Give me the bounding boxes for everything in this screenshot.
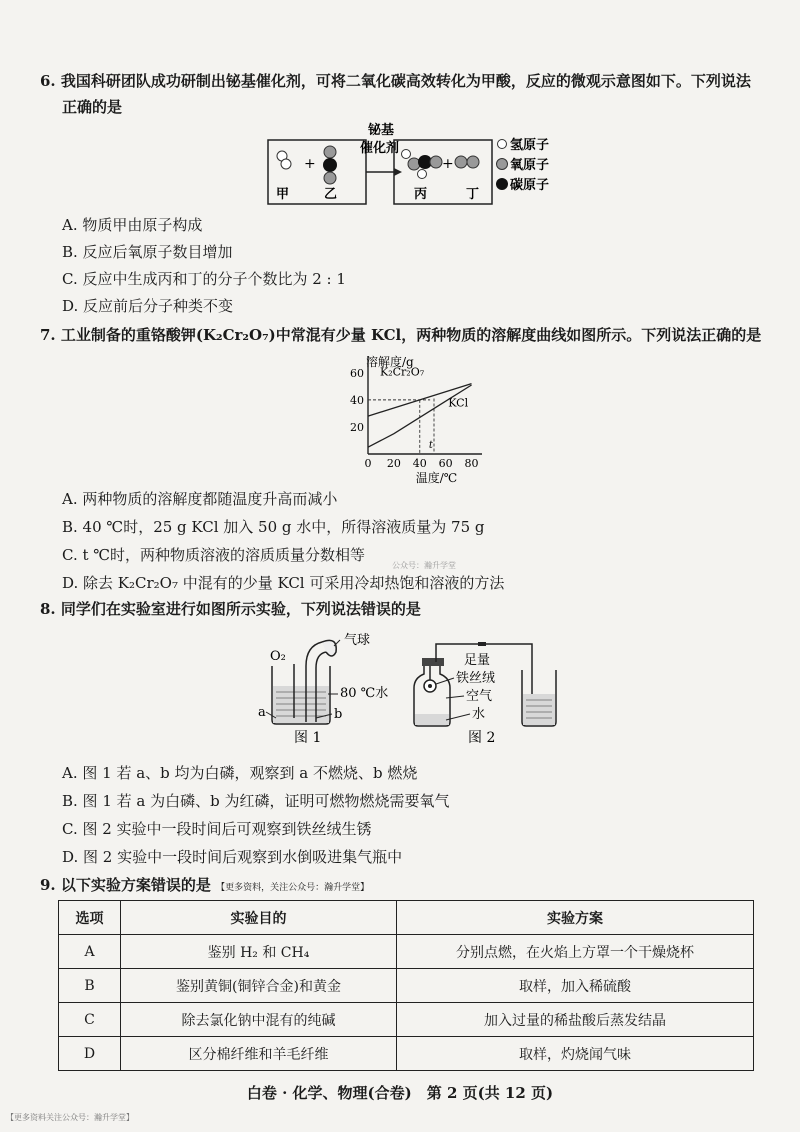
label-yi: 乙 — [324, 187, 338, 202]
legend-carbon: 碳原子 — [510, 178, 550, 193]
fig1-o2: O₂ — [270, 649, 286, 664]
legend-hydrogen: 氢原子 — [510, 138, 550, 153]
corner-watermark: 【更多资料关注公众号：瀚升学堂】 — [6, 1113, 134, 1122]
series-label-k2cr2o7: K₂Cr₂O₇ — [380, 365, 425, 379]
label-jia: 甲 — [276, 187, 290, 202]
q8-experiment-figures — [250, 622, 580, 746]
q8-stem: 8. 同学们在实验室进行如图所示实验，下列说法错误的是 — [40, 600, 421, 618]
table-header-row — [59, 901, 754, 935]
fig2-label-1: 足量 — [464, 653, 491, 668]
q9-stamp: 【更多资料，关注公众号：瀚升学堂】 — [216, 883, 370, 893]
row-c-plan: 加入过量的稀盐酸后蒸发结晶 — [397, 1003, 754, 1037]
q6-reaction-diagram — [262, 122, 562, 208]
row-d-plan: 取样，灼烧闻气味 — [397, 1037, 754, 1071]
x-tick-label: 40 — [412, 457, 427, 470]
solubility-chart — [334, 350, 484, 484]
q6-option-b: B. 反应后氧原子数目增加 — [62, 243, 233, 261]
q8-option-a: A. 图 1 若 a、b 均为白磷，观察到 a 不燃烧、b 燃烧 — [62, 764, 418, 782]
figure-1 — [258, 632, 388, 746]
row-d-goal: 区分棉纤维和羊毛纤维 — [121, 1037, 397, 1071]
row-b-goal: 鉴别黄铜(铜锌合金)和黄金 — [121, 969, 397, 1003]
plus-sign-1: + — [304, 156, 316, 172]
q6-option-c: C. 反应中生成丙和丁的分子个数比为 2 : 1 — [62, 270, 346, 288]
watermark-text: 公众号：瀚升学堂 — [392, 561, 456, 570]
q8-option-d: D. 图 2 实验中一段时间后观察到水倒吸进集气瓶中 — [62, 848, 403, 866]
q6-option-a: A. 物质甲由原子构成 — [62, 216, 203, 234]
row-c-option: C — [59, 1003, 121, 1037]
table-row — [59, 1003, 754, 1037]
header-plan: 实验方案 — [397, 901, 754, 935]
x-tick-label: 80 — [464, 457, 479, 470]
fig2-label-3: 空气 — [466, 689, 493, 704]
legend-oxygen: 氧原子 — [510, 158, 550, 173]
row-b-plan: 取样，加入稀硫酸 — [397, 969, 754, 1003]
q7-stem: 7. 工业制备的重铬酸钾(K₂Cr₂O₇)中常混有少量 KCl，两种物质的溶解度曲线如图所示。下列说法正确的是 — [40, 326, 762, 344]
t-annotation: t — [428, 440, 433, 451]
page-footer: 白卷 · 化学、物理(合卷) 第 2 页(共 12 页) — [246, 1084, 554, 1102]
catalyst-label-2: 催化剂 — [360, 141, 400, 156]
table-row — [59, 935, 754, 969]
row-c-goal: 除去氯化钠中混有的纯碱 — [121, 1003, 397, 1037]
fig2-caption: 图 2 — [468, 730, 496, 746]
catalyst-label-1: 铋基 — [368, 123, 395, 138]
x-axis-label: 温度/℃ — [415, 471, 458, 484]
q6-stem-line1: 6. 我国科研团队成功研制出铋基催化剂，可将二氧化碳高效转化为甲酸，反应的微观示意图如下。下列说法 — [40, 72, 751, 90]
y-tick-label: 60 — [350, 366, 364, 380]
y-tick-label: 40 — [350, 393, 364, 407]
q7-option-a: A. 两种物质的溶解度都随温度升高而减小 — [62, 490, 338, 508]
q8-option-b: B. 图 1 若 a 为白磷、b 为红磷，证明可燃物燃烧需要氧气 — [62, 792, 450, 810]
table-row — [59, 1037, 754, 1071]
header-goal: 实验目的 — [121, 901, 397, 935]
x-tick-label: 60 — [438, 457, 453, 470]
q9-stem — [40, 874, 369, 899]
x-tick-label: 20 — [386, 457, 401, 470]
fig1-balloon: 气球 — [344, 633, 371, 648]
q7-option-d: D. 除去 K₂Cr₂O₇ 中混有的少量 KCl 可采用冷却热饱和溶液的方法 — [62, 574, 505, 592]
fig1-water: 80 ℃水 — [340, 686, 389, 701]
y-axis-label: 溶解度/g — [366, 355, 414, 369]
series-label-kcl: KCl — [448, 396, 469, 410]
table-row — [59, 969, 754, 1003]
q7-option-b: B. 40 ℃时，25 g KCl 加入 50 g 水中，所得溶液质量为 75 g — [62, 518, 485, 536]
row-d-option: D — [59, 1037, 121, 1071]
fig1-a: a — [258, 705, 266, 720]
q8-option-c: C. 图 2 实验中一段时间后可观察到铁丝绒生锈 — [62, 820, 372, 838]
y-tick-label: 20 — [350, 420, 364, 434]
header-option: 选项 — [59, 901, 121, 935]
q9-plan-table — [58, 900, 754, 1071]
label-bing: 丙 — [414, 187, 428, 202]
row-a-goal: 鉴别 H₂ 和 CH₄ — [121, 935, 397, 969]
row-a-option: A — [59, 935, 121, 969]
q6-option-d: D. 反应前后分子种类不变 — [62, 297, 234, 315]
fig2-label-4: 水 — [472, 707, 486, 722]
label-ding: 丁 — [466, 187, 480, 202]
fig1-caption: 图 1 — [294, 730, 322, 746]
fig1-b: b — [334, 707, 343, 722]
row-a-plan: 分别点燃，在火焰上方罩一个干燥烧杯 — [397, 935, 754, 969]
fig2-label-2: 铁丝绒 — [456, 671, 496, 686]
plus-sign-2: + — [442, 156, 454, 172]
figure-2 — [414, 642, 556, 746]
q7-option-c: C. t ℃时，两种物质溶液的溶质质量分数相等 — [62, 546, 366, 564]
q9-stem-text: 9. 以下实验方案错误的是 — [40, 876, 211, 894]
row-b-option: B — [59, 969, 121, 1003]
q6-stem-line2: 正确的是 — [62, 98, 123, 116]
x-tick-label: 0 — [364, 457, 372, 470]
